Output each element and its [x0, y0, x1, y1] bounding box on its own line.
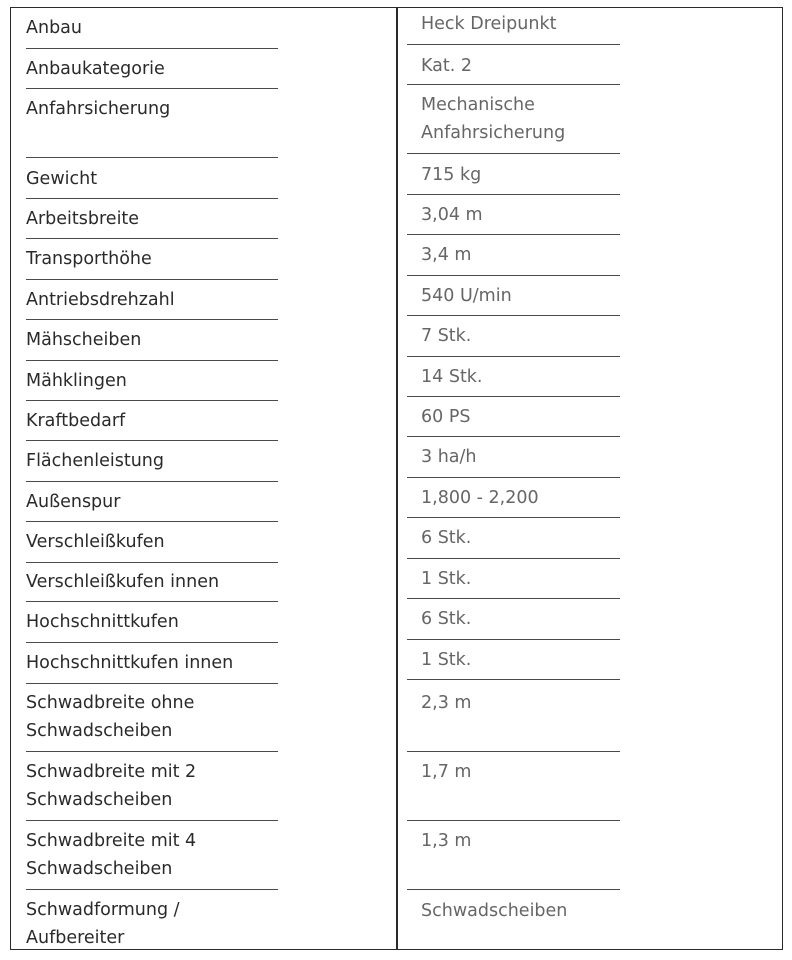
spec-value: Heck Dreipunkt [407, 10, 620, 45]
spec-value: Schwadscheiben [421, 901, 568, 921]
column-divider [396, 7, 398, 950]
spec-label: Gewicht [26, 165, 278, 199]
spec-value: 3 ha/h [407, 443, 620, 478]
spec-label: Anbaukategorie [26, 55, 278, 89]
spec-label: Anfahrsicherung [26, 95, 278, 158]
spec-value: 1 Stk. [407, 565, 620, 599]
spec-value: 2,3 m [407, 689, 620, 752]
spec-value: 1,3 m [407, 827, 620, 890]
spec-value: 1,7 m [407, 758, 620, 821]
spec-label: Außenspur [26, 488, 278, 522]
spec-value: 7 Stk. [407, 322, 620, 357]
spec-value: 715 kg [407, 161, 620, 195]
spec-label: Mähscheiben [26, 326, 278, 361]
spec-value: 14 Stk. [407, 363, 620, 397]
spec-label: Schwadbreite mit 2 Schwadscheiben [26, 758, 278, 821]
spec-label: Mähklingen [26, 367, 278, 401]
spec-value: 6 Stk. [407, 605, 620, 640]
spec-label: Verschleißkufen innen [26, 568, 278, 602]
spec-value: Mechanische Anfahrsicherung [407, 91, 620, 154]
spec-label: Verschleißkufen [26, 528, 278, 563]
spec-label: Transporthöhe [26, 245, 278, 280]
spec-label: Schwadformung / Aufbereiter [26, 900, 180, 948]
spec-label: Schwadbreite mit 4 Schwadscheiben [26, 827, 278, 890]
spec-value: Kat. 2 [407, 52, 620, 85]
spec-value: 1 Stk. [407, 646, 620, 680]
spec-label: Hochschnittkufen [26, 608, 278, 643]
spec-label: Flächenleistung [26, 447, 278, 482]
spec-label: Arbeitsbreite [26, 205, 278, 239]
spec-value: 1,800 - 2,200 [407, 484, 620, 518]
spec-label: Schwadbreite ohne Schwadscheiben [26, 689, 278, 752]
spec-value: 6 Stk. [407, 524, 620, 559]
spec-label: Antriebsdrehzahl [26, 286, 278, 320]
spec-label: Hochschnittkufen innen [26, 649, 278, 684]
spec-value: 60 PS [407, 403, 620, 437]
spec-value: 3,4 m [407, 241, 620, 276]
spec-value: 3,04 m [407, 201, 620, 235]
spec-value: 540 U/min [407, 282, 620, 316]
spec-label: Kraftbedarf [26, 407, 278, 441]
spec-label: Anbau [26, 14, 278, 49]
